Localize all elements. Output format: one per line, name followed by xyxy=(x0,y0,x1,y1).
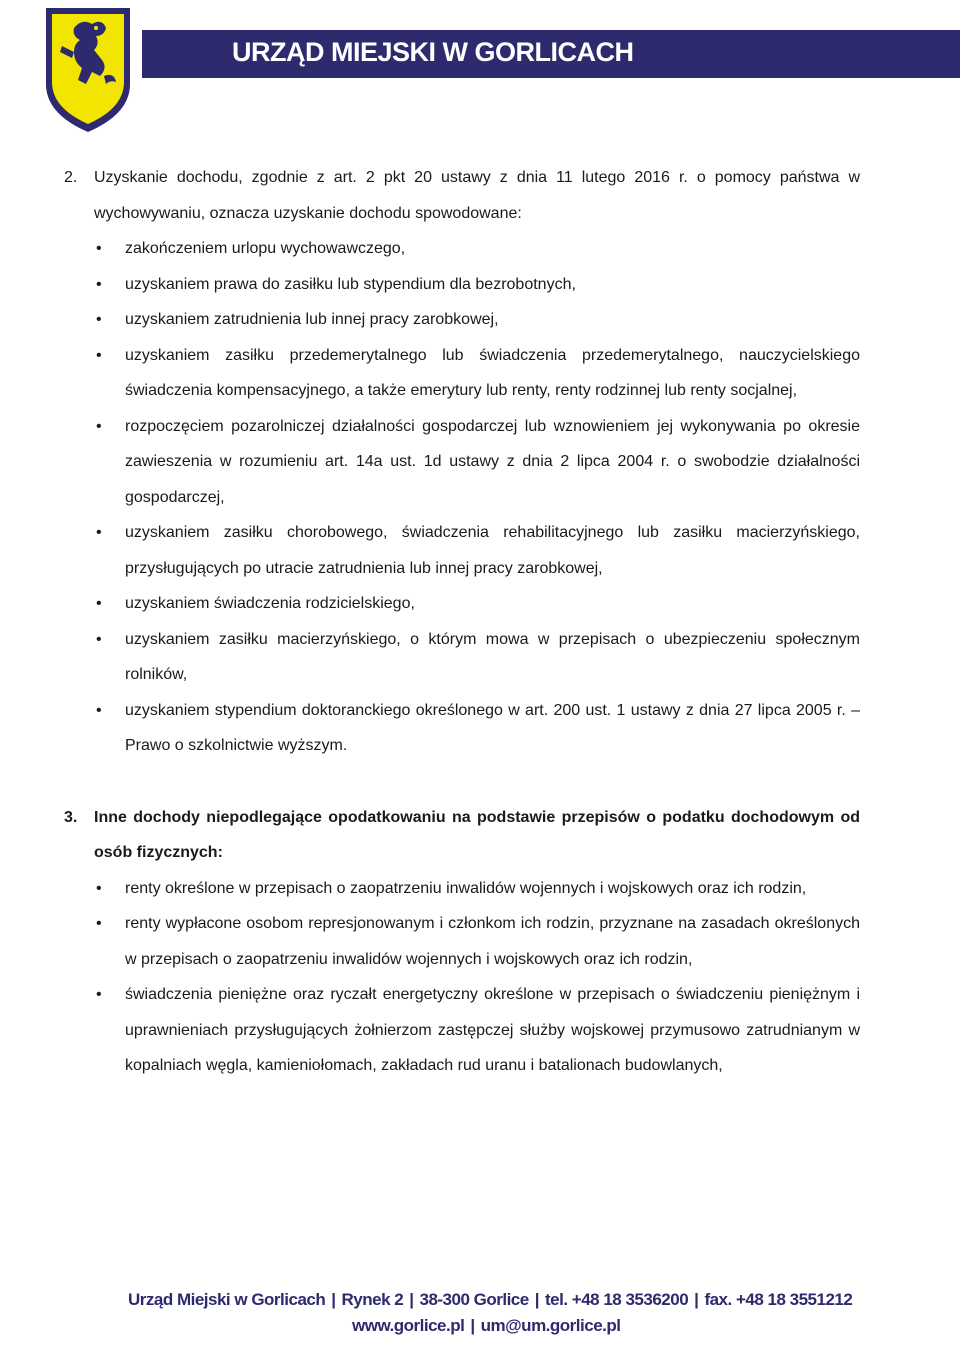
section-title-text: Uzyskanie dochodu, zgodnie z art. 2 pkt 20 ustawy z dnia 11 lutego 2016 r. o pomocy państwa w wychowywaniu, oznacza uzyskanie dochodu spowodowane: xyxy=(94,169,860,222)
section-number: 2. xyxy=(64,169,78,186)
bullet-icon: • xyxy=(96,879,102,897)
bullet-icon: • xyxy=(96,417,102,435)
list-item-text: uzyskaniem prawa do zasiłku lub stypendium dla bezrobotnych, xyxy=(125,275,576,293)
list-item xyxy=(96,515,860,586)
footer-street: Rynek 2 xyxy=(341,1290,404,1309)
footer-separator: | xyxy=(470,1316,475,1335)
list-item xyxy=(96,338,860,409)
list-item xyxy=(96,871,860,907)
list-item-text: renty określone w przepisach o zaopatrzeniu inwalidów wojennych i wojskowych oraz ich rodzin, xyxy=(125,879,807,897)
list-item-text: uzyskaniem zasiłku przedemerytalnego lub świadczenia przedemerytalnego, nauczycielskiego świadczenia kompensacyjnego, a także emerytury lub renty, renty rodzinnej lub renty socjalnej, xyxy=(125,346,860,399)
list-item-text: uzyskaniem stypendium doktoranckiego określonego w art. 200 ust. 1 ustawy z dnia 27 lipca 2005 r. – Prawo o szkolnictwie wyższym. xyxy=(125,701,860,754)
list-item-text: uzyskaniem zasiłku macierzyńskiego, o którym mowa w przepisach o ubezpieczeniu społecznym rolników, xyxy=(125,630,860,683)
footer-phone: tel. +48 18 3536200 xyxy=(545,1290,689,1309)
bullet-icon: • xyxy=(96,701,102,719)
bullet-icon: • xyxy=(96,524,102,541)
section-number: 3. xyxy=(64,808,78,826)
list-item-text: uzyskaniem świadczenia rodzicielskiego, xyxy=(125,595,415,612)
footer-office: Urząd Miejski w Gorlicach xyxy=(128,1290,326,1309)
footer-city: 38-300 Gorlice xyxy=(419,1290,529,1309)
footer-website-link[interactable]: www.gorlice.pl xyxy=(352,1316,465,1335)
section-2-list xyxy=(64,231,860,764)
section-2-title xyxy=(64,160,860,231)
footer-email-link[interactable]: um@um.gorlice.pl xyxy=(480,1316,621,1335)
list-item xyxy=(96,586,860,622)
list-item-text: uzyskaniem zatrudnienia lub innej pracy zarobkowej, xyxy=(125,311,499,328)
list-item xyxy=(96,231,860,267)
lion-coat-of-arms-icon xyxy=(44,6,132,134)
list-item xyxy=(96,302,860,338)
document-body xyxy=(64,160,860,1084)
footer-web-line xyxy=(352,1316,620,1336)
page-header xyxy=(0,0,960,140)
list-item-text: świadczenia pieniężne oraz ryczałt energetyczny określone w przepisach o świadczeniu pieniężnym i uprawnieniach przysługujących żołnierzom zastępczej służby wojskowej przymusowo zatrudnianym w kopalniach węgla, kamieniołomach, zakładach rud uranu i batalionach budowlanych, xyxy=(125,986,860,1074)
footer-contact-line xyxy=(128,1290,852,1310)
footer-separator: | xyxy=(331,1290,336,1309)
bullet-icon: • xyxy=(96,986,102,1003)
list-item xyxy=(96,906,860,977)
footer-separator: | xyxy=(534,1290,539,1309)
page-footer xyxy=(0,1290,960,1353)
bullet-icon: • xyxy=(96,915,102,932)
bullet-icon: • xyxy=(96,346,102,364)
section-title-text: Inne dochody niepodlegające opodatkowaniu na podstawie przepisów o podatku dochodowym od osób fizycznych: xyxy=(94,808,860,861)
list-item xyxy=(96,977,860,1084)
bullet-icon: • xyxy=(96,240,102,257)
list-item-text: rozpoczęciem pozarolniczej działalności gospodarczej lub wznowieniem jej wykonywania po okresie zawieszenia w rozumieniu art. 14a ust. 1d ustawy z dnia 2 lipca 2004 r. o swobodzie działalności gospodarczej, xyxy=(125,417,860,506)
bullet-icon: • xyxy=(96,311,102,328)
footer-separator: | xyxy=(694,1290,699,1309)
footer-fax: fax. +48 18 3551212 xyxy=(704,1290,853,1309)
bullet-icon: • xyxy=(96,275,102,293)
list-item xyxy=(96,409,860,516)
list-item-text: renty wypłacone osobom represjonowanym i członkom ich rodzin, przyznane na zasadach określonych w przepisach o zaopatrzeniu inwalidów wojennych i wojskowych oraz ich rodzin, xyxy=(125,915,860,968)
list-item-text: zakończeniem urlopu wychowawczego, xyxy=(125,240,406,257)
list-item xyxy=(96,622,860,693)
bullet-icon: • xyxy=(96,595,102,612)
list-item-text: uzyskaniem zasiłku chorobowego, świadczenia rehabilitacyjnego lub zasiłku macierzyńskiego, przysługujących po utracie zatrudnienia lub innej pracy zarobkowej, xyxy=(125,524,860,577)
list-item xyxy=(96,693,860,764)
section-3-title xyxy=(64,800,860,871)
section-3-list xyxy=(64,871,860,1084)
bullet-icon: • xyxy=(96,630,102,648)
footer-separator: | xyxy=(409,1290,414,1309)
header-title: URZĄD MIEJSKI W GORLICACH xyxy=(232,37,634,67)
list-item xyxy=(96,267,860,303)
